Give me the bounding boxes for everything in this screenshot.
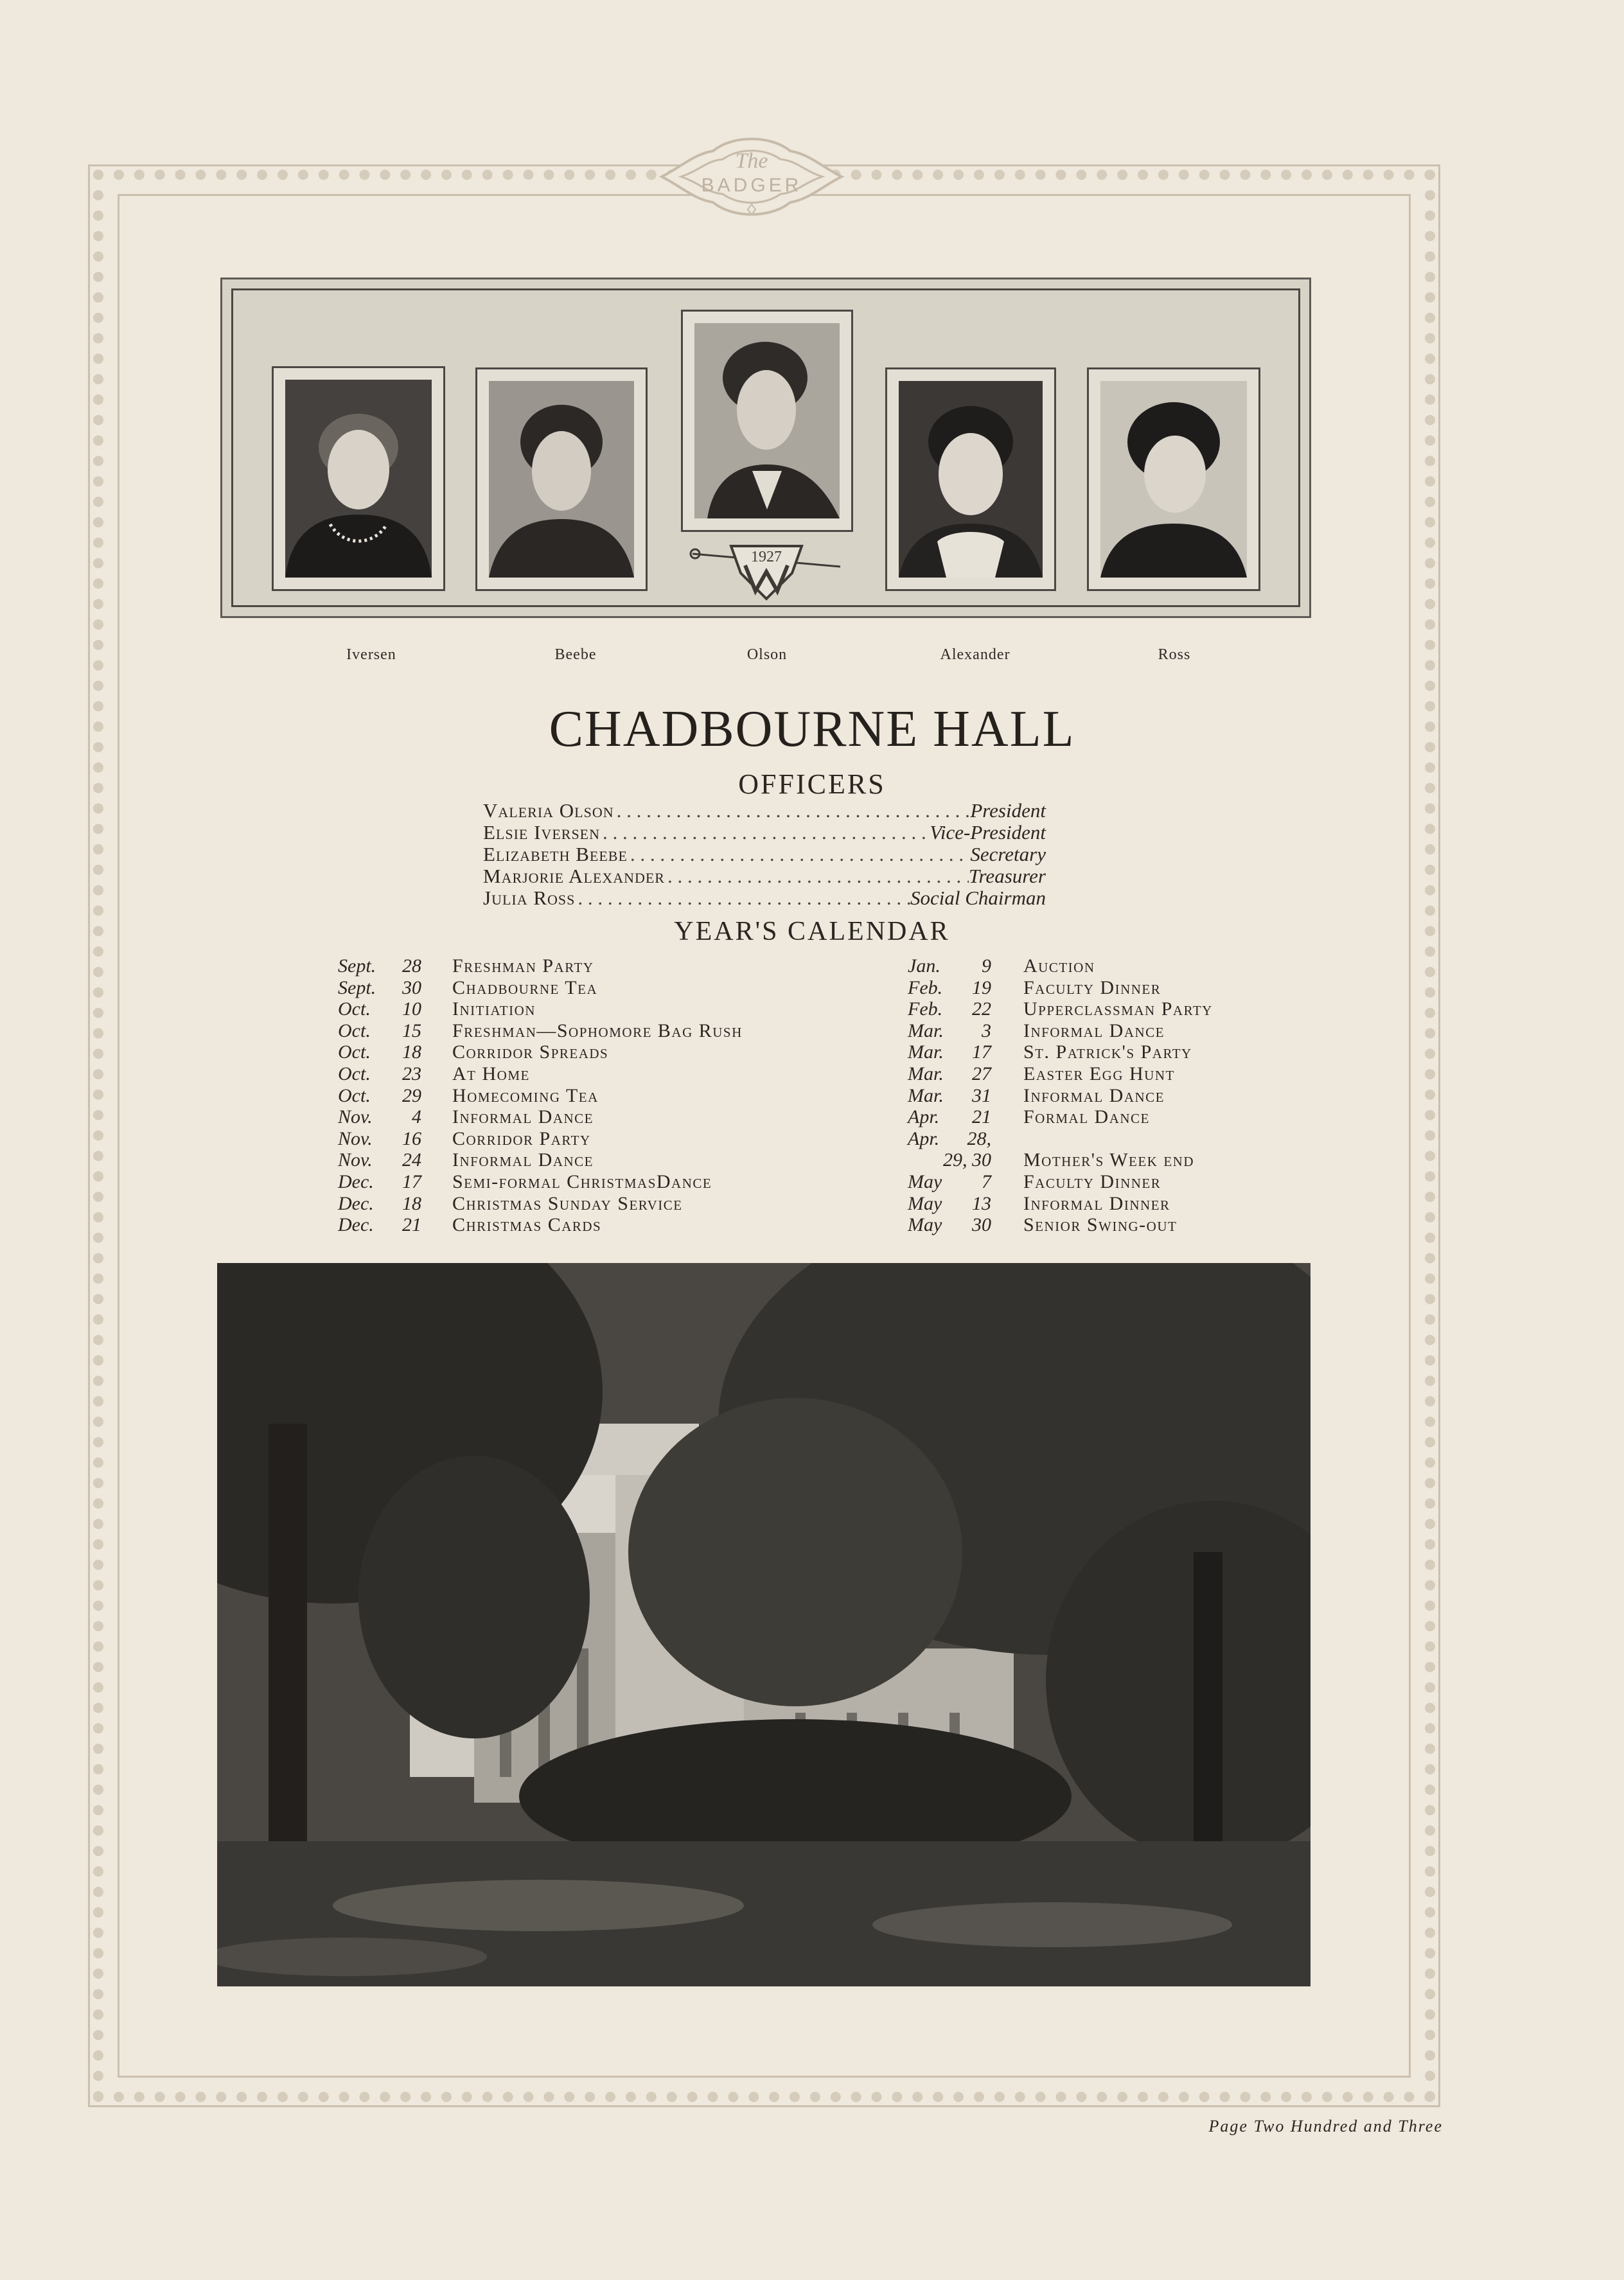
- calendar-event: Chadbourne Tea: [452, 977, 598, 998]
- chadbourne-hall-photo: [217, 1263, 1311, 1986]
- calendar-day: 17: [972, 1041, 991, 1063]
- portrait-photo: [285, 380, 432, 578]
- calendar-event: Corridor Party: [452, 1127, 591, 1149]
- portrait-photo: [694, 323, 840, 518]
- calendar-entry: [908, 1171, 1434, 1192]
- calendar-day: 3: [982, 1020, 991, 1041]
- calendar-month: Mar.: [908, 1063, 944, 1084]
- officer-name: Julia Ross: [483, 887, 576, 909]
- calendar-entry: [908, 1214, 1434, 1235]
- calendar-event: Informal Dinner: [1023, 1192, 1170, 1214]
- calendar-event: Informal Dance: [452, 1106, 594, 1128]
- caption-alexander: Alexander: [940, 646, 1011, 663]
- calendar-day: 18: [402, 1192, 421, 1214]
- caption-ross: Ross: [1158, 646, 1191, 663]
- calendar-month: Feb.: [908, 998, 943, 1020]
- portrait-alexander: [885, 367, 1056, 591]
- calendar-day: 15: [402, 1020, 421, 1041]
- class-pin-emblem: [686, 535, 847, 605]
- calendar-month: Oct.: [338, 1020, 371, 1041]
- page-number-footer: Page Two Hundred and Three: [1208, 2117, 1443, 2135]
- dot-leader: [628, 843, 970, 865]
- caption-beebe: Beebe: [554, 646, 597, 663]
- dot-leader: [600, 821, 930, 843]
- portrait-beebe: [475, 367, 648, 591]
- calendar-month: Feb.: [908, 977, 943, 998]
- calendar-entry: [338, 1171, 865, 1192]
- officer-role: Treasurer: [968, 865, 1046, 887]
- calendar-entry: [908, 1063, 1434, 1084]
- pin-year: 1927: [751, 549, 782, 565]
- calendar-month: Nov.: [338, 1106, 373, 1128]
- officers-heading: OFFICERS: [738, 768, 886, 800]
- portrait-iversen: [272, 366, 445, 591]
- calendar-event: Informal Dance: [1023, 1020, 1165, 1041]
- calendar-entry: [908, 1128, 1434, 1149]
- calendar-entry: [908, 1193, 1434, 1214]
- calendar-month: Oct.: [338, 1084, 371, 1106]
- officer-row: [483, 821, 1046, 843]
- calendar-day: 21: [402, 1214, 421, 1236]
- calendar-month: May: [908, 1192, 942, 1214]
- calendar-entry: [908, 1085, 1434, 1106]
- calendar-entry: [908, 1041, 1434, 1063]
- officer-role: Secretary: [970, 843, 1046, 865]
- calendar-event: Mother's Week end: [1023, 1149, 1195, 1171]
- portrait-photo: [899, 381, 1043, 578]
- calendar-day: 19: [972, 977, 991, 998]
- calendar-entry: [908, 955, 1434, 977]
- officer-name: Marjorie Alexander: [483, 865, 665, 887]
- calendar-entry: [338, 955, 865, 977]
- calendar-event: Semi-formal ChristmasDance: [452, 1171, 712, 1192]
- calendar-heading: YEAR'S CALENDAR: [674, 917, 950, 946]
- calendar-event: Formal Dance: [1023, 1106, 1150, 1128]
- calendar-entry: [338, 1193, 865, 1214]
- officer-row: [483, 865, 1046, 887]
- calendar-entry: [908, 1020, 1434, 1041]
- dot-leader: [575, 887, 910, 908]
- calendar-event: Informal Dance: [1023, 1084, 1165, 1106]
- calendar-month: Apr.: [908, 1127, 940, 1149]
- calendar-day: 31: [972, 1084, 991, 1106]
- calendar-month: Dec.: [338, 1214, 374, 1236]
- portrait-olson: [681, 310, 853, 532]
- portrait-photo: [489, 381, 634, 578]
- portrait-ross: [1087, 367, 1260, 591]
- officer-row: [483, 799, 1046, 821]
- calendar-event: Faculty Dinner: [1023, 1171, 1161, 1192]
- calendar-day: 30: [402, 977, 421, 998]
- calendar-day: 22: [972, 998, 991, 1020]
- calendar-entry: [338, 1149, 865, 1171]
- calendar-entry: [338, 1041, 865, 1063]
- calendar-month: Apr.: [908, 1106, 940, 1128]
- calendar-day: 28,: [967, 1127, 991, 1149]
- calendar-day: 10: [402, 998, 421, 1020]
- calendar-event: Freshman Party: [452, 955, 594, 977]
- officer-role: Social Chairman: [910, 887, 1046, 909]
- calendar-entry: [338, 998, 865, 1020]
- calendar-event: Homecoming Tea: [452, 1084, 599, 1106]
- officer-name: Elsie Iversen: [483, 821, 601, 844]
- calendar-month: Nov.: [338, 1127, 373, 1149]
- officer-role: Vice-President: [930, 821, 1046, 844]
- calendar-month: Oct.: [338, 1041, 371, 1063]
- calendar-month: Oct.: [338, 998, 371, 1020]
- calendar-day: 23: [402, 1063, 421, 1084]
- calendar-month: Sept.: [338, 977, 376, 998]
- calendar-month: May: [908, 1214, 942, 1236]
- calendar-day: 4: [412, 1106, 421, 1128]
- calendar-month: Mar.: [908, 1041, 944, 1063]
- calendar-entry: [908, 1149, 1434, 1171]
- calendar-month: Oct.: [338, 1063, 371, 1084]
- calendar-month: Mar.: [908, 1020, 944, 1041]
- calendar-day: 17: [402, 1171, 421, 1192]
- calendar-day: 28: [402, 955, 421, 977]
- calendar-entry: [908, 977, 1434, 998]
- calendar-event: Easter Egg Hunt: [1023, 1063, 1175, 1084]
- cartouche-the: The: [735, 149, 768, 173]
- calendar-event: Faculty Dinner: [1023, 977, 1161, 998]
- calendar-day: 29, 30: [943, 1149, 991, 1171]
- calendar-day: 24: [402, 1149, 421, 1171]
- officer-role: President: [970, 799, 1046, 822]
- calendar-entry: [338, 977, 865, 998]
- page-title: CHADBOURNE HALL: [549, 701, 1075, 757]
- calendar-entry: [338, 1063, 865, 1084]
- calendar-event: At Home: [452, 1063, 530, 1084]
- calendar-month: Nov.: [338, 1149, 373, 1171]
- calendar-event: Christmas Sunday Service: [452, 1192, 683, 1214]
- calendar-day: 16: [402, 1127, 421, 1149]
- calendar-month: Jan.: [908, 955, 940, 977]
- calendar-day: 27: [972, 1063, 991, 1084]
- calendar-month: Sept.: [338, 955, 376, 977]
- calendar-entry: [908, 1106, 1434, 1127]
- officer-row: [483, 843, 1046, 865]
- calendar-entry: [338, 1085, 865, 1106]
- calendar-month: Dec.: [338, 1171, 374, 1192]
- calendar-entry: [908, 998, 1434, 1020]
- calendar-event: Initiation: [452, 998, 536, 1020]
- dot-leader: [665, 865, 969, 887]
- calendar-event: Upperclassman Party: [1023, 998, 1213, 1020]
- calendar-event: Corridor Spreads: [452, 1041, 609, 1063]
- officer-name: Valeria Olson: [483, 799, 614, 822]
- calendar-entry: [338, 1106, 865, 1127]
- calendar-day: 30: [972, 1214, 991, 1236]
- calendar-day: 18: [402, 1041, 421, 1063]
- calendar-day: 9: [982, 955, 991, 977]
- calendar-month: Mar.: [908, 1084, 944, 1106]
- calendar-event: Christmas Cards: [452, 1214, 602, 1236]
- officer-name: Elizabeth Beebe: [483, 843, 628, 865]
- portrait-photo: [1100, 381, 1247, 578]
- officer-row: [483, 887, 1046, 908]
- calendar-entry: [338, 1020, 865, 1041]
- calendar-event: Freshman—Sophomore Bag Rush: [452, 1020, 743, 1041]
- calendar-day: 13: [972, 1192, 991, 1214]
- calendar-month: Dec.: [338, 1192, 374, 1214]
- calendar-entry: [338, 1214, 865, 1235]
- dot-leader: [614, 799, 971, 821]
- calendar-day: 21: [972, 1106, 991, 1128]
- calendar-day: 29: [402, 1084, 421, 1106]
- calendar-event: St. Patrick's Party: [1023, 1041, 1192, 1063]
- calendar-event: Auction: [1023, 955, 1095, 977]
- calendar-month: May: [908, 1171, 942, 1192]
- calendar-day: 7: [982, 1171, 991, 1192]
- calendar-entry: [338, 1128, 865, 1149]
- calendar-event: Senior Swing-out: [1023, 1214, 1178, 1236]
- caption-olson: Olson: [746, 646, 788, 663]
- calendar-event: Informal Dance: [452, 1149, 594, 1171]
- caption-iversen: Iversen: [346, 646, 396, 663]
- cartouche-badger: BADGER: [701, 175, 802, 196]
